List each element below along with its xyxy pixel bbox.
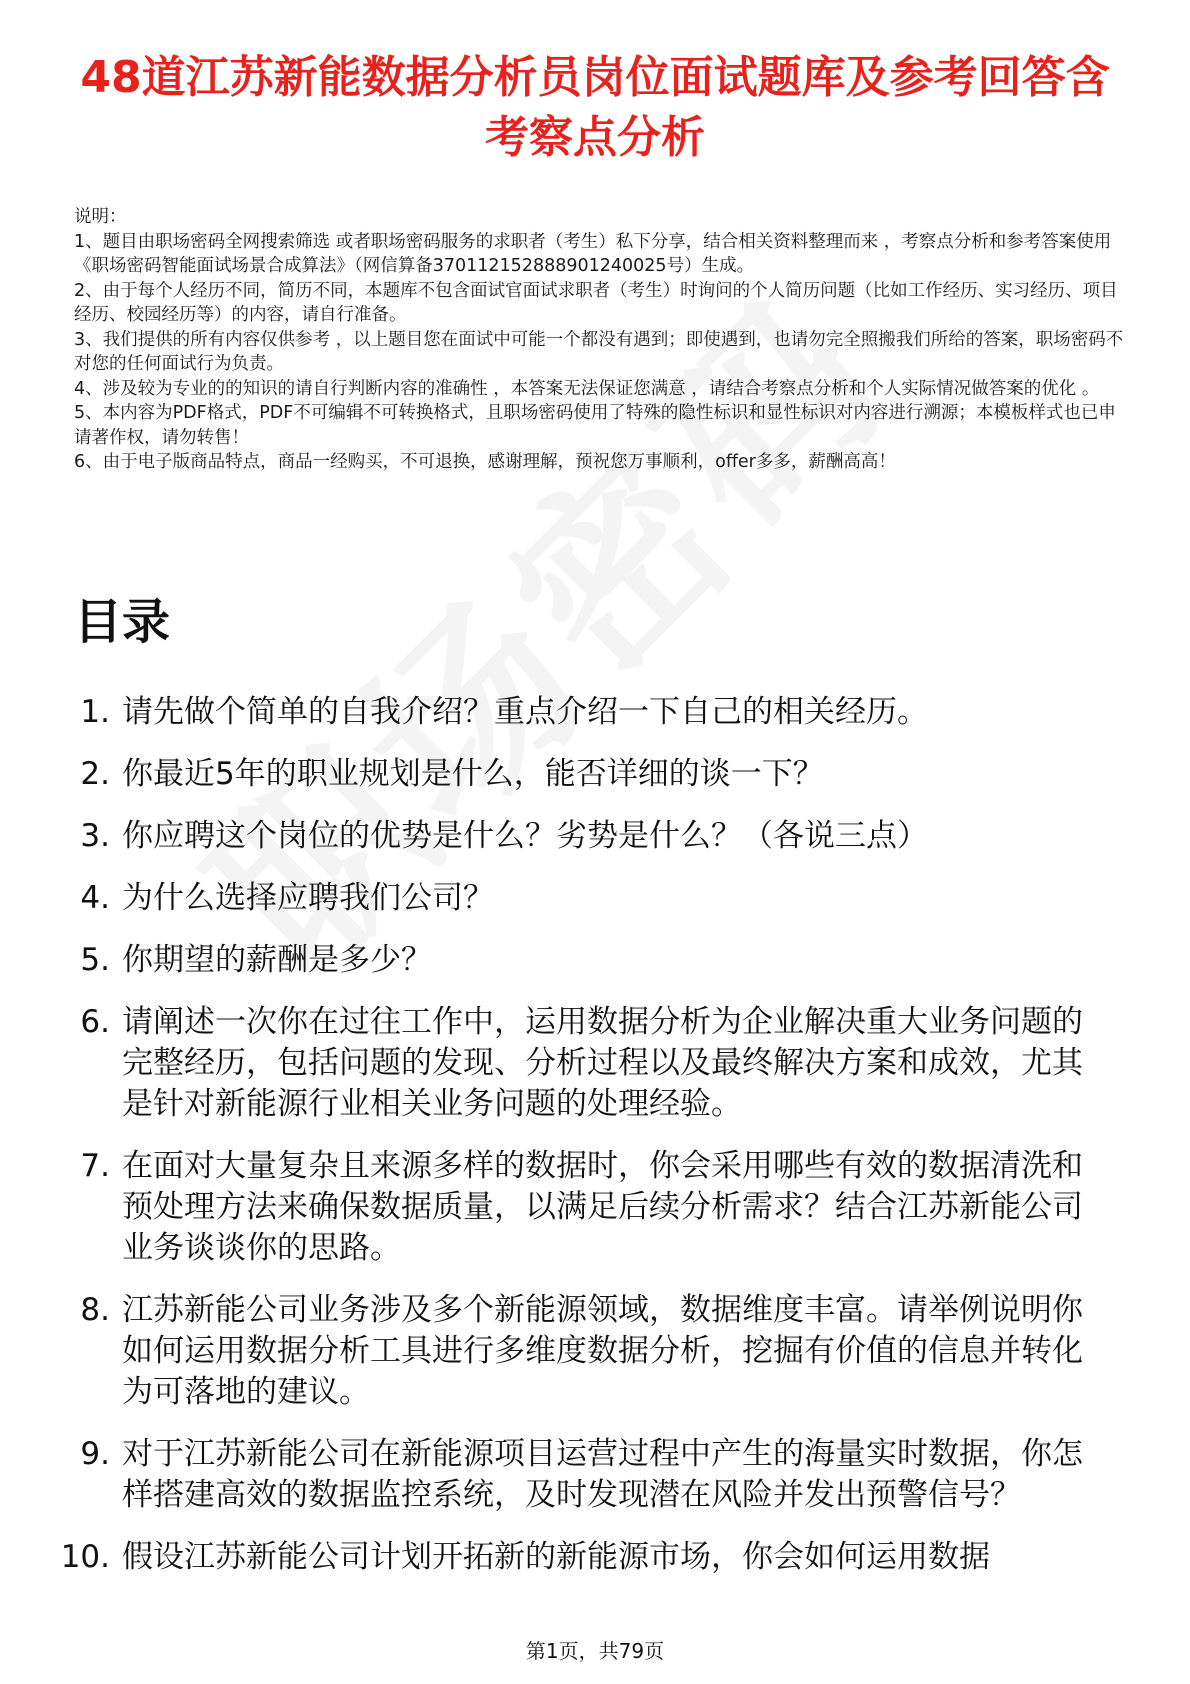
note-item: 4、涉及较为专业的的知识的请自行判断内容的准确性 ，本答案无法保证您满意 ，请结合考察点分析和个人实际情况做答案的优化 。 (74, 378, 1100, 399)
note-item: 6、由于电子版商品特点，商品一经购买，不可退换，感谢理解，预祝您万事顺利，offer多多，薪酬高高！ (74, 452, 896, 472)
toc-item-text: 你期望的薪酬是多少？ (122, 942, 432, 978)
toc-item-text: 在面对大量复杂且来源多样的数据时，你会采用哪些有效的数据清洗和预处理方法来确保数据质量，以满足后续分析需求？结合江苏新能公司业务谈谈你的思路。 (122, 1148, 1083, 1266)
toc-item-text: 你最近5年的职业规划是什么，能否详细的谈一下？ (122, 756, 824, 792)
note-item: 1、题目由职场密码全网搜索筛选 或者职场密码服务的求职者（考生）私下分享，结合相关资料整理而来 ，考察点分析和参考答案使用《职场密码智能面试场景合成算法》（网信算备370112152888901240025号）生成。 (74, 231, 1112, 276)
toc-item-text: 对于江苏新能公司在新能源项目运营过程中产生的海量实时数据，你怎样搭建高效的数据监控系统，及时发现潜在风险并发出预警信号？ (122, 1436, 1083, 1513)
toc-item[interactable] (0, 940, 1190, 981)
toc-item-number: 3. (80, 818, 110, 854)
toc-heading: 目录 (74, 594, 171, 650)
note-item: 5、本内容为PDF格式，PDF不可编辑不可转换格式，且职场密码使用了特殊的隐性标识和显性标识对内容进行溯源；本模板样式也已申请著作权，请勿转售！ (74, 403, 1116, 448)
toc-item[interactable] (0, 1537, 1190, 1578)
toc-item[interactable] (0, 754, 1190, 795)
toc-item-number: 1. (80, 694, 110, 730)
toc-item-text: 江苏新能公司业务涉及多个新能源领域，数据维度丰富。请举例说明你如何运用数据分析工具进行多维度数据分析，挖掘有价值的信息并转化为可落地的建议。 (122, 1292, 1083, 1410)
toc-item[interactable] (0, 1146, 1190, 1269)
toc-item[interactable] (0, 692, 1190, 733)
page-footer: 第1页，共79页 (525, 1639, 665, 1663)
notes-section (74, 205, 1124, 475)
toc-item-number: 10. (60, 1539, 110, 1575)
toc-item-number: 5. (80, 942, 110, 978)
toc-item-number: 7. (80, 1148, 110, 1184)
toc-item-number: 4. (80, 880, 110, 916)
note-item: 3、我们提供的所有内容仅供参考 ，以上题目您在面试中可能一个都没有遇到；即使遇到，也请勿完全照搬我们所给的答案，职场密码不对您的任何面试行为负责。 (74, 329, 1124, 374)
toc-item-text: 假设江苏新能公司计划开拓新的新能源市场，你会如何运用数据 (122, 1539, 990, 1575)
note-item: 2、由于每个人经历不同，简历不同，本题库不包含面试官面试求职者（考生）时询问的个人简历问题（比如工作经历、实习经历、项目经历、校园经历等）的内容，请自行准备。 (74, 280, 1118, 325)
toc-item-number: 6. (80, 1004, 110, 1040)
page-title: 48道江苏新能数据分析员岗位面试题库及参考回答含考察点分析 (80, 52, 1110, 163)
toc-item-number: 2. (80, 756, 110, 792)
toc-item[interactable] (0, 1290, 1190, 1413)
notes-heading: 说明： (74, 207, 127, 227)
toc-item-text: 为什么选择应聘我们公司？ (122, 880, 494, 916)
toc-item-text: 你应聘这个岗位的优势是什么？劣势是什么？（各说三点） (122, 818, 928, 854)
toc-item-text: 请先做个简单的自我介绍？重点介绍一下自己的相关经历。 (122, 694, 928, 730)
toc-item[interactable] (0, 816, 1190, 857)
toc-item[interactable] (0, 1002, 1190, 1125)
toc-item[interactable] (0, 1434, 1190, 1516)
toc-item-number: 9. (80, 1436, 110, 1472)
toc-item[interactable] (0, 878, 1190, 919)
toc-item-number: 8. (80, 1292, 110, 1328)
toc-item-text: 请阐述一次你在过往工作中，运用数据分析为企业解决重大业务问题的完整经历，包括问题的发现、分析过程以及最终解决方案和成效，尤其是针对新能源行业相关业务问题的处理经验。 (122, 1004, 1083, 1122)
toc-list (0, 692, 1190, 1599)
